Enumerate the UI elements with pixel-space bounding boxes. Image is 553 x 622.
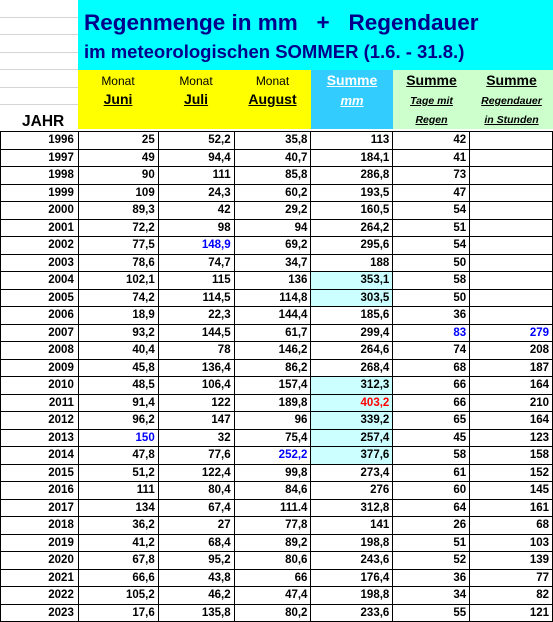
cell-aug[interactable]: 146,2 — [234, 342, 311, 360]
cell-july[interactable]: 122,4 — [158, 464, 234, 482]
cell-year[interactable]: 1997 — [1, 149, 79, 167]
cell-sum[interactable]: 198,8 — [311, 534, 393, 552]
header-rain-days-label: Summe — [406, 72, 457, 88]
cell-july[interactable]: 98 — [158, 219, 234, 237]
cell-year[interactable]: 2015 — [1, 464, 79, 482]
cell-days[interactable]: 83 — [393, 324, 470, 342]
cell-sum[interactable]: 113 — [311, 132, 393, 150]
header-sum-unit: mm — [340, 93, 364, 108]
cell-sum[interactable]: 353,1 — [311, 272, 393, 290]
cell-hours[interactable] — [470, 202, 553, 220]
cell-hours[interactable]: 77 — [470, 569, 553, 587]
gridline — [0, 69, 78, 70]
cell-hours[interactable]: 161 — [470, 499, 553, 517]
cell-aug[interactable]: 47,4 — [234, 587, 311, 605]
cell-year[interactable]: 2019 — [1, 534, 79, 552]
cell-july[interactable]: 67,4 — [158, 499, 234, 517]
header-rain-days-sub1: Tage mit — [410, 95, 453, 107]
cell-year[interactable]: 2014 — [1, 447, 79, 465]
cell-june[interactable]: 47,8 — [78, 447, 158, 465]
table-row — [1, 307, 553, 325]
cell-july[interactable]: 77,6 — [158, 447, 234, 465]
cell-sum[interactable]: 339,2 — [311, 412, 393, 430]
table-row — [1, 202, 553, 220]
cell-sum[interactable]: 273,4 — [311, 464, 393, 482]
cell-sum[interactable]: 160,5 — [311, 202, 393, 220]
cell-year[interactable]: 2010 — [1, 377, 79, 395]
cell-year[interactable]: 2006 — [1, 307, 79, 325]
cell-july[interactable]: 136,4 — [158, 359, 234, 377]
cell-aug[interactable]: 111.4 — [234, 499, 311, 517]
cell-sum[interactable]: 185,6 — [311, 307, 393, 325]
cell-hours[interactable] — [470, 149, 553, 167]
cell-june[interactable]: 109 — [78, 184, 158, 202]
cell-aug[interactable]: 80,6 — [234, 552, 311, 570]
cell-days[interactable]: 54 — [393, 237, 470, 255]
cell-july[interactable]: 147 — [158, 412, 234, 430]
cell-june[interactable]: 36,2 — [78, 517, 158, 535]
cell-aug[interactable]: 61,7 — [234, 324, 311, 342]
cell-sum[interactable]: 295,6 — [311, 237, 393, 255]
table-row — [1, 167, 553, 185]
cell-hours[interactable]: 164 — [470, 412, 553, 430]
cell-hours[interactable] — [470, 254, 553, 272]
cell-days[interactable]: 55 — [393, 604, 470, 622]
cell-june[interactable]: 93,2 — [78, 324, 158, 342]
table-row — [1, 604, 553, 622]
cell-days[interactable]: 58 — [393, 447, 470, 465]
cell-june[interactable]: 90 — [78, 167, 158, 185]
cell-aug[interactable]: 80,2 — [234, 604, 311, 622]
cell-year[interactable]: 2005 — [1, 289, 79, 307]
cell-days[interactable]: 65 — [393, 412, 470, 430]
cell-aug[interactable]: 66 — [234, 569, 311, 587]
cell-sum[interactable]: 299,4 — [311, 324, 393, 342]
cell-aug[interactable]: 75,4 — [234, 429, 311, 447]
cell-june[interactable]: 91,4 — [78, 394, 158, 412]
table-row — [1, 132, 553, 150]
cell-hours[interactable]: 139 — [470, 552, 553, 570]
cell-days[interactable]: 26 — [393, 517, 470, 535]
cell-days[interactable]: 60 — [393, 482, 470, 500]
cell-july[interactable]: 68,4 — [158, 534, 234, 552]
cell-aug[interactable]: 40,7 — [234, 149, 311, 167]
table-row — [1, 237, 553, 255]
cell-year[interactable]: 2009 — [1, 359, 79, 377]
cell-days[interactable]: 34 — [393, 587, 470, 605]
cell-hours[interactable]: 208 — [470, 342, 553, 360]
gridline — [0, 17, 78, 18]
cell-days[interactable]: 47 — [393, 184, 470, 202]
cell-june[interactable]: 150 — [78, 429, 158, 447]
cell-year[interactable]: 2004 — [1, 272, 79, 290]
table-row — [1, 289, 553, 307]
table-row — [1, 394, 553, 412]
cell-days[interactable]: 50 — [393, 254, 470, 272]
cell-june[interactable]: 67,8 — [78, 552, 158, 570]
cell-july[interactable]: 144,5 — [158, 324, 234, 342]
cell-aug[interactable]: 35,8 — [234, 132, 311, 150]
cell-year[interactable]: 2007 — [1, 324, 79, 342]
cell-sum[interactable]: 276 — [311, 482, 393, 500]
cell-year[interactable]: 2021 — [1, 569, 79, 587]
cell-year[interactable]: 2022 — [1, 587, 79, 605]
cell-year[interactable]: 2013 — [1, 429, 79, 447]
header-rain-days-sub2: Regen — [415, 114, 448, 126]
header-august — [234, 70, 311, 129]
cell-hours[interactable]: 187 — [470, 359, 553, 377]
cell-june[interactable]: 134 — [78, 499, 158, 517]
cell-july[interactable]: 94,4 — [158, 149, 234, 167]
table-row — [1, 552, 553, 570]
cell-july[interactable]: 95,2 — [158, 552, 234, 570]
cell-hours[interactable]: 123 — [470, 429, 553, 447]
cell-year[interactable]: 1998 — [1, 167, 79, 185]
cell-year[interactable]: 2012 — [1, 412, 79, 430]
cell-july[interactable]: 122 — [158, 394, 234, 412]
table-row — [1, 569, 553, 587]
cell-june[interactable]: 72,2 — [78, 219, 158, 237]
cell-sum[interactable]: 198,8 — [311, 587, 393, 605]
cell-sum[interactable]: 286,8 — [311, 167, 393, 185]
cell-hours[interactable] — [470, 167, 553, 185]
cell-days[interactable]: 45 — [393, 429, 470, 447]
header-july — [158, 70, 234, 129]
cell-hours[interactable]: 121 — [470, 604, 553, 622]
header-year: JAHR — [22, 113, 65, 130]
title-line-2: im meteorologischen SOMMER (1.6. - 31.8.) — [84, 41, 465, 62]
cell-days[interactable]: 74 — [393, 342, 470, 360]
cell-july[interactable]: 74,7 — [158, 254, 234, 272]
table-row — [1, 149, 553, 167]
cell-aug[interactable]: 114,8 — [234, 289, 311, 307]
cell-june[interactable]: 74,2 — [78, 289, 158, 307]
header-sum-mm — [311, 70, 393, 129]
cell-hours[interactable]: 279 — [470, 324, 553, 342]
cell-june[interactable]: 40,4 — [78, 342, 158, 360]
cell-aug[interactable]: 94 — [234, 219, 311, 237]
table-row — [1, 254, 553, 272]
header-june-small: Monat — [101, 74, 135, 88]
table-row — [1, 534, 553, 552]
cell-days[interactable]: 68 — [393, 359, 470, 377]
cell-year[interactable]: 2002 — [1, 237, 79, 255]
cell-days[interactable]: 50 — [393, 289, 470, 307]
header-sum-label: Summe — [326, 72, 378, 88]
cell-june[interactable]: 66,6 — [78, 569, 158, 587]
cell-july[interactable]: 27 — [158, 517, 234, 535]
cell-aug[interactable]: 89,2 — [234, 534, 311, 552]
cell-aug[interactable]: 77,8 — [234, 517, 311, 535]
cell-aug[interactable]: 84,6 — [234, 482, 311, 500]
cell-sum[interactable]: 268,4 — [311, 359, 393, 377]
header-june — [78, 70, 158, 129]
table-row — [1, 359, 553, 377]
cell-july[interactable]: 115 — [158, 272, 234, 290]
rainfall-table-body — [1, 132, 553, 622]
cell-sum[interactable]: 141 — [311, 517, 393, 535]
cell-days[interactable]: 36 — [393, 307, 470, 325]
cell-june[interactable]: 96,2 — [78, 412, 158, 430]
cell-year[interactable]: 2020 — [1, 552, 79, 570]
cell-sum[interactable]: 233,6 — [311, 604, 393, 622]
cell-hours[interactable]: 103 — [470, 534, 553, 552]
table-row — [1, 499, 553, 517]
cell-days[interactable]: 52 — [393, 552, 470, 570]
cell-aug[interactable]: 34,7 — [234, 254, 311, 272]
cell-aug[interactable]: 157,4 — [234, 377, 311, 395]
table-row — [1, 342, 553, 360]
cell-july[interactable]: 106,4 — [158, 377, 234, 395]
cell-aug[interactable]: 252,2 — [234, 447, 311, 465]
cell-june[interactable]: 48,5 — [78, 377, 158, 395]
cell-june[interactable]: 45,8 — [78, 359, 158, 377]
cell-days[interactable]: 51 — [393, 219, 470, 237]
cell-sum[interactable]: 312,8 — [311, 499, 393, 517]
cell-hours[interactable]: 210 — [470, 394, 553, 412]
cell-days[interactable]: 54 — [393, 202, 470, 220]
header-rain-days — [393, 70, 470, 129]
cell-year[interactable]: 2003 — [1, 254, 79, 272]
cell-june[interactable]: 78,6 — [78, 254, 158, 272]
cell-sum[interactable]: 257,4 — [311, 429, 393, 447]
header-july-small: Monat — [179, 74, 213, 88]
header-august-small: Monat — [255, 74, 290, 88]
cell-days[interactable]: 66 — [393, 377, 470, 395]
cell-aug[interactable]: 29,2 — [234, 202, 311, 220]
cell-sum[interactable]: 312,3 — [311, 377, 393, 395]
cell-sum[interactable]: 243,6 — [311, 552, 393, 570]
cell-june[interactable]: 25 — [78, 132, 158, 150]
cell-sum[interactable]: 188 — [311, 254, 393, 272]
cell-july[interactable]: 80,4 — [158, 482, 234, 500]
table-row — [1, 219, 553, 237]
cell-year[interactable]: 2011 — [1, 394, 79, 412]
cell-aug[interactable]: 189,8 — [234, 394, 311, 412]
cell-july[interactable]: 78 — [158, 342, 234, 360]
cell-june[interactable]: 111 — [78, 482, 158, 500]
cell-june[interactable]: 105,2 — [78, 587, 158, 605]
cell-hours[interactable]: 82 — [470, 587, 553, 605]
cell-july[interactable]: 42 — [158, 202, 234, 220]
cell-hours[interactable] — [470, 184, 553, 202]
cell-hours[interactable] — [470, 307, 553, 325]
rainfall-table — [0, 131, 553, 622]
cell-hours[interactable]: 158 — [470, 447, 553, 465]
cell-aug[interactable]: 144,4 — [234, 307, 311, 325]
cell-aug[interactable]: 99,8 — [234, 464, 311, 482]
cell-hours[interactable]: 145 — [470, 482, 553, 500]
cell-days[interactable]: 51 — [393, 534, 470, 552]
table-row — [1, 464, 553, 482]
cell-year[interactable]: 2023 — [1, 604, 79, 622]
cell-june[interactable]: 17,6 — [78, 604, 158, 622]
table-row — [1, 447, 553, 465]
cell-july[interactable]: 43,8 — [158, 569, 234, 587]
cell-hours[interactable] — [470, 289, 553, 307]
header-rain-hours-sub2: in Stunden — [484, 114, 539, 126]
gridline — [0, 104, 78, 105]
cell-hours[interactable] — [470, 219, 553, 237]
cell-sum[interactable]: 264,2 — [311, 219, 393, 237]
gridline — [0, 34, 78, 35]
cell-july[interactable]: 52,2 — [158, 132, 234, 150]
gridline — [0, 52, 78, 53]
cell-sum[interactable]: 176,4 — [311, 569, 393, 587]
cell-july[interactable]: 114,5 — [158, 289, 234, 307]
cell-days[interactable]: 42 — [393, 132, 470, 150]
table-row — [1, 272, 553, 290]
cell-june[interactable]: 77,5 — [78, 237, 158, 255]
cell-year[interactable]: 2016 — [1, 482, 79, 500]
cell-days[interactable]: 61 — [393, 464, 470, 482]
table-row — [1, 587, 553, 605]
cell-days[interactable]: 66 — [393, 394, 470, 412]
cell-hours[interactable] — [470, 132, 553, 150]
cell-july[interactable]: 32 — [158, 429, 234, 447]
cell-hours[interactable] — [470, 272, 553, 290]
table-row — [1, 429, 553, 447]
header-july-label: Juli — [183, 91, 209, 107]
cell-june[interactable]: 41,2 — [78, 534, 158, 552]
cell-days[interactable]: 58 — [393, 272, 470, 290]
table-row — [1, 517, 553, 535]
cell-aug[interactable]: 60,2 — [234, 184, 311, 202]
cell-hours[interactable]: 152 — [470, 464, 553, 482]
cell-june[interactable]: 89,3 — [78, 202, 158, 220]
header-august-label: August — [248, 91, 297, 107]
cell-days[interactable]: 41 — [393, 149, 470, 167]
cell-sum[interactable]: 193,5 — [311, 184, 393, 202]
cell-sum[interactable]: 264,6 — [311, 342, 393, 360]
cell-hours[interactable]: 164 — [470, 377, 553, 395]
cell-year[interactable]: 1996 — [1, 132, 79, 150]
cell-sum[interactable]: 403,2 — [311, 394, 393, 412]
cell-hours[interactable] — [470, 237, 553, 255]
cell-july[interactable]: 135,8 — [158, 604, 234, 622]
cell-aug[interactable]: 96 — [234, 412, 311, 430]
header-rain-hours-sub1: Regendauer — [481, 95, 542, 107]
table-row — [1, 184, 553, 202]
cell-year[interactable]: 1999 — [1, 184, 79, 202]
cell-july[interactable]: 111 — [158, 167, 234, 185]
cell-july[interactable]: 24,3 — [158, 184, 234, 202]
cell-sum[interactable]: 184,1 — [311, 149, 393, 167]
header-rain-hours — [470, 70, 553, 129]
cell-june[interactable]: 102,1 — [78, 272, 158, 290]
cell-sum[interactable]: 377,6 — [311, 447, 393, 465]
table-row — [1, 324, 553, 342]
cell-aug[interactable]: 136 — [234, 272, 311, 290]
cell-aug[interactable]: 86,2 — [234, 359, 311, 377]
table-row — [1, 482, 553, 500]
cell-year[interactable]: 2000 — [1, 202, 79, 220]
cell-aug[interactable]: 69,2 — [234, 237, 311, 255]
gridline — [0, 87, 78, 88]
cell-hours[interactable]: 68 — [470, 517, 553, 535]
cell-days[interactable]: 36 — [393, 569, 470, 587]
cell-year[interactable]: 2001 — [1, 219, 79, 237]
table-row — [1, 412, 553, 430]
cell-july[interactable]: 22,3 — [158, 307, 234, 325]
cell-days[interactable]: 73 — [393, 167, 470, 185]
cell-year[interactable]: 2017 — [1, 499, 79, 517]
cell-year[interactable]: 2008 — [1, 342, 79, 360]
cell-year[interactable]: 2018 — [1, 517, 79, 535]
cell-june[interactable]: 49 — [78, 149, 158, 167]
cell-aug[interactable]: 85,8 — [234, 167, 311, 185]
cell-sum[interactable]: 303,5 — [311, 289, 393, 307]
cell-july[interactable]: 148,9 — [158, 237, 234, 255]
table-row — [1, 377, 553, 395]
header-june-label: Juni — [103, 91, 133, 107]
title-line-1: Regenmenge in mm + Regendauer — [84, 10, 479, 35]
cell-june[interactable]: 51,2 — [78, 464, 158, 482]
cell-days[interactable]: 64 — [393, 499, 470, 517]
header-rain-hours-label: Summe — [486, 72, 537, 88]
cell-july[interactable]: 46,2 — [158, 587, 234, 605]
cell-june[interactable]: 18,9 — [78, 307, 158, 325]
